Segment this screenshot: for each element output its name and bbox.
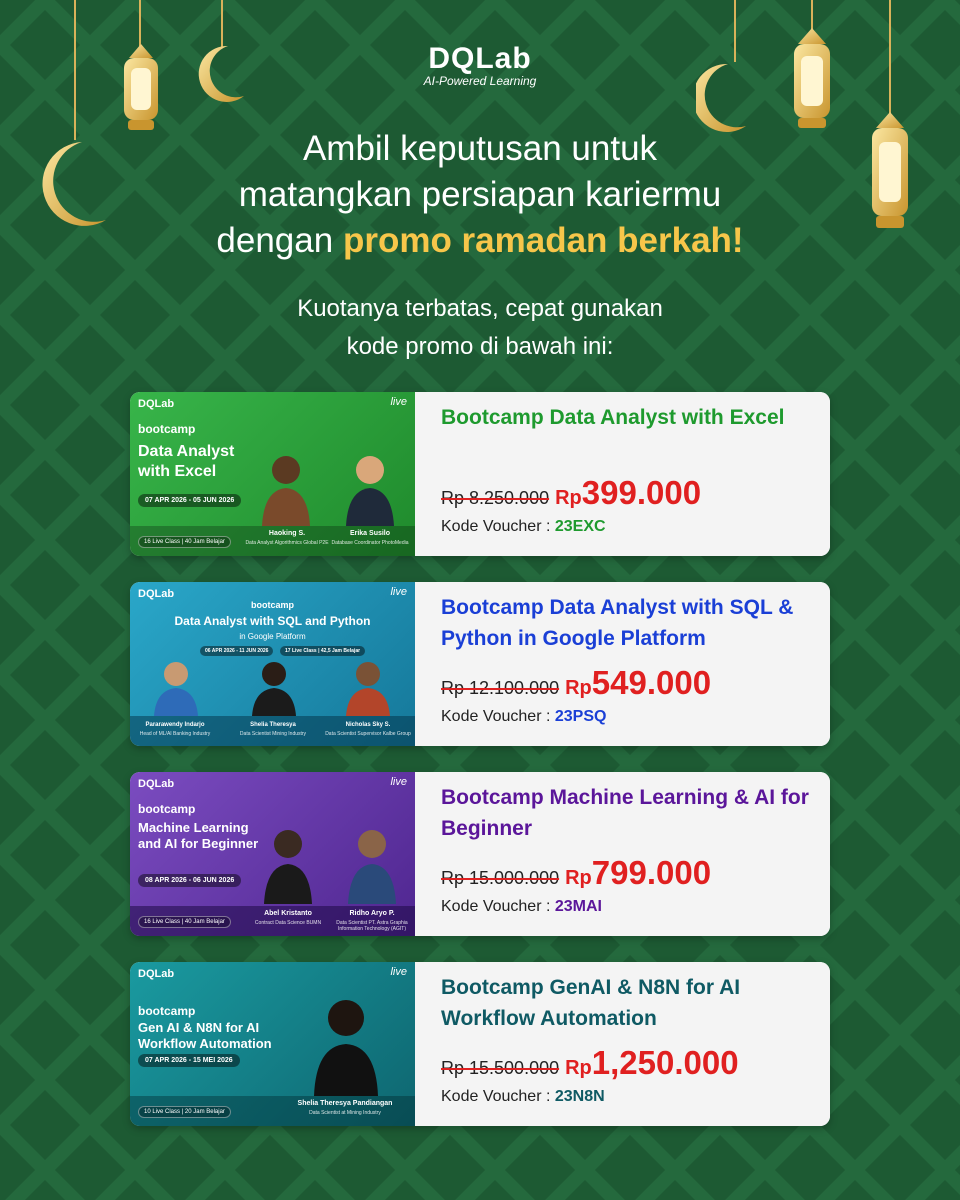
- speaker-photo: [342, 450, 398, 526]
- headline-prefix: dengan: [216, 221, 343, 260]
- class-info: 16 Live Class | 40 Jam Belajar: [138, 916, 231, 928]
- logo-text: DQLab: [428, 42, 532, 75]
- speaker-role: Contract Data Science BUMN: [254, 920, 322, 926]
- subheadline-line: Kuotanya terbatas, cepat gunakan: [297, 295, 663, 322]
- voucher-code[interactable]: 23PSQ: [554, 708, 607, 725]
- card-info: [415, 582, 830, 746]
- course-title: Bootcamp GenAI & N8N for AI Workflow Automation: [441, 976, 741, 1030]
- speaker-name: Ridho Aryo P.: [349, 910, 395, 917]
- speaker-role: Data Scientist PT. Astra Graphia Information Technology (AGIT): [336, 920, 408, 932]
- class-info: 17 Live Class | 42,5 Jam Belajar: [280, 646, 365, 656]
- banner-title-line: Data Analyst: [138, 443, 235, 460]
- banner-label: bootcamp: [138, 1004, 196, 1018]
- banner-date: 07 APR 2026 - 15 MEI 2026: [138, 1054, 240, 1067]
- voucher-code[interactable]: 23MAI: [554, 898, 602, 915]
- promo-price: 799.000: [591, 854, 712, 891]
- promo-card-genai-n8n[interactable]: [130, 962, 830, 1126]
- speaker-name: Shelia Theresya Pandiangan: [297, 1100, 393, 1107]
- class-info: 16 Live Class | 40 Jam Belajar: [138, 536, 231, 548]
- voucher-label: Kode Voucher :: [441, 898, 555, 915]
- speaker-photo: [258, 450, 314, 526]
- banner-title-line: Workflow Automation: [138, 1036, 272, 1051]
- speaker-name: Abel Kristanto: [264, 910, 312, 917]
- speaker-photo: [260, 824, 316, 904]
- speaker-role: Data Scientist Mining Industry: [239, 731, 307, 737]
- banner-date: 08 APR 2026 - 06 JUN 2026: [138, 874, 241, 887]
- price-row: [441, 474, 701, 512]
- banner-logo: DQLab: [138, 968, 175, 980]
- promo-price: 1,250.000: [591, 1044, 739, 1081]
- price-row: [441, 664, 711, 702]
- banner-date: 07 APR 2026 - 05 JUN 2026: [138, 494, 241, 507]
- headline-line: Ambil keputusan untuk: [302, 129, 658, 168]
- banner-title-line: Gen AI & N8N for AI: [138, 1020, 260, 1035]
- speaker-role: Database Coordinator PhotoMedia: [331, 540, 409, 546]
- banner-title: [138, 820, 258, 852]
- voucher-row: [441, 898, 602, 916]
- voucher-row: [441, 708, 606, 726]
- subheadline: [0, 290, 960, 366]
- headline: [0, 126, 960, 264]
- speaker-photo: [342, 658, 394, 716]
- banner-title-line: in Google Platform: [239, 632, 306, 641]
- card-banner: [130, 582, 415, 746]
- banner-title-line: and AI for Beginner: [138, 836, 259, 851]
- course-title: Bootcamp Data Analyst with Excel: [441, 406, 785, 429]
- price-row: [441, 1044, 739, 1082]
- card-banner: [130, 962, 415, 1126]
- speaker-name: Erika Susilo: [349, 530, 391, 537]
- promo-card-sql-python[interactable]: [130, 582, 830, 746]
- subheadline-line: kode promo di bawah ini:: [346, 333, 614, 360]
- logo-tagline: AI-Powered Learning: [423, 74, 537, 88]
- banner-title-line: Machine Learning: [138, 820, 249, 835]
- speaker-photo: [344, 824, 400, 904]
- banner-date: 06 APR 2026 - 11 JUN 2026: [200, 646, 273, 656]
- banner-title: [138, 1020, 272, 1052]
- price-row: [441, 854, 711, 892]
- speaker-role: Data Scientist Supervisor Kalbe Group: [325, 731, 411, 737]
- speaker-name: Pararawendy Indarjo: [145, 722, 205, 728]
- headline-line: [0, 218, 960, 264]
- voucher-label: Kode Voucher :: [441, 518, 555, 535]
- banner-logo: DQLab: [138, 398, 175, 410]
- class-info: 10 Live Class | 20 Jam Belajar: [138, 1106, 231, 1118]
- promo-price: 549.000: [591, 664, 712, 701]
- banner-title: [130, 614, 415, 644]
- course-title: Bootcamp Machine Learning & AI for Beginner: [441, 786, 809, 840]
- banner-logo: DQLab: [138, 778, 175, 790]
- promo-card-excel[interactable]: [130, 392, 830, 556]
- course-title: Bootcamp Data Analyst with SQL & Python in Google Platform: [441, 596, 794, 650]
- card-banner: [130, 392, 415, 556]
- currency: Rp: [565, 677, 592, 699]
- banner-label: bootcamp: [138, 802, 196, 816]
- currency: Rp: [555, 487, 582, 509]
- speaker-name: Shelia Theresya: [250, 722, 296, 728]
- speaker-role: Data Scientist at Mining Industry: [309, 1110, 381, 1116]
- voucher-label: Kode Voucher :: [441, 1088, 555, 1105]
- voucher-code[interactable]: 23N8N: [554, 1088, 605, 1105]
- speaker-photo: [248, 658, 300, 716]
- banner-label: bootcamp: [138, 422, 196, 436]
- speaker-role: Data Analyst Algorithmics Global P2E: [245, 540, 329, 546]
- promo-price: 399.000: [581, 474, 702, 511]
- live-badge: live: [390, 776, 407, 788]
- original-price: Rp 12.100.000: [441, 678, 560, 698]
- card-info: [415, 962, 830, 1126]
- speaker-role: Head of ML/AI Banking Industry: [139, 731, 211, 737]
- voucher-code[interactable]: 23EXC: [554, 518, 606, 535]
- original-price: Rp 15.000.000: [441, 868, 560, 888]
- voucher-row: [441, 518, 606, 536]
- card-info: [415, 392, 830, 556]
- banner-logo: DQLab: [138, 588, 175, 600]
- currency: Rp: [565, 867, 592, 889]
- live-badge: live: [390, 586, 407, 598]
- headline-line: matangkan persiapan kariermu: [238, 175, 722, 214]
- currency: Rp: [565, 1057, 592, 1079]
- card-info: [415, 772, 830, 936]
- promo-card-machine-learning[interactable]: [130, 772, 830, 936]
- speaker-name: Nicholas Sky S.: [345, 722, 391, 728]
- banner-label: bootcamp: [250, 600, 294, 610]
- speaker-name: Haoking S.: [268, 530, 306, 537]
- card-banner: [130, 772, 415, 936]
- original-price: Rp 15.500.000: [441, 1058, 560, 1078]
- brand-logo: [0, 42, 960, 88]
- banner-title: [138, 442, 234, 482]
- headline-highlight: promo ramadan berkah!: [342, 221, 744, 260]
- speaker-photo: [310, 992, 382, 1096]
- original-price: Rp 8.250.000: [441, 488, 550, 508]
- voucher-row: [441, 1088, 605, 1106]
- speaker-photo: [150, 658, 202, 716]
- live-badge: live: [390, 966, 407, 978]
- voucher-label: Kode Voucher :: [441, 708, 555, 725]
- banner-title-line: Data Analyst with SQL and Python: [174, 614, 371, 628]
- banner-title-line: with Excel: [138, 463, 217, 480]
- live-badge: live: [390, 396, 407, 408]
